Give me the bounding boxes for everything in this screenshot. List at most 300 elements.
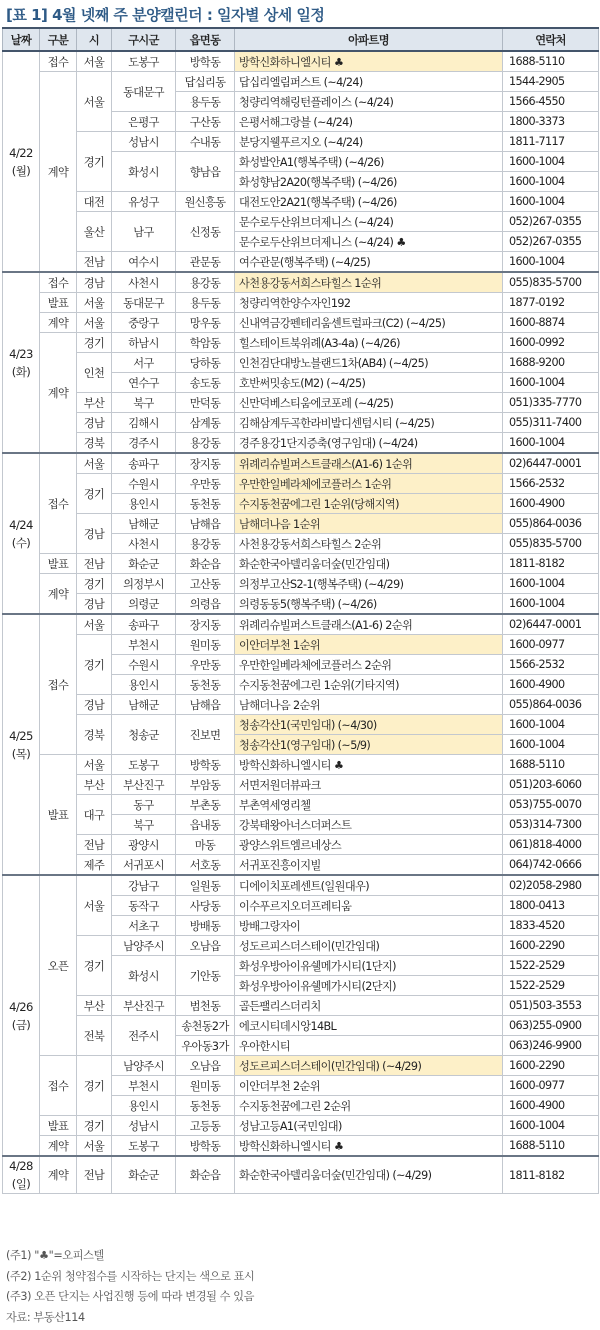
district-cell: 부산진구 <box>112 996 176 1016</box>
type-cell: 계약 <box>40 574 77 615</box>
city-cell: 서울 <box>77 453 112 474</box>
district-cell: 화순군 <box>112 1156 176 1194</box>
district-cell: 의정부시 <box>112 574 176 594</box>
city-cell: 경남 <box>77 272 112 293</box>
apartment-cell: 남해더나음 1순위 <box>235 514 503 534</box>
table-row <box>3 393 599 413</box>
table-row <box>3 996 599 1016</box>
contact-cell: 02)2058-2980 <box>503 875 599 896</box>
district-cell: 동대문구 <box>112 72 176 112</box>
contact-cell: 1688-5110 <box>503 755 599 775</box>
header-city: 시 <box>77 28 112 51</box>
town-cell: 오남읍 <box>176 936 235 956</box>
district-cell: 은평구 <box>112 112 176 132</box>
table-row <box>3 1116 599 1136</box>
city-cell: 부산 <box>77 393 112 413</box>
contact-cell: 1600-1004 <box>503 594 599 615</box>
header-town: 읍면동 <box>176 28 235 51</box>
city-cell: 서울 <box>77 72 112 132</box>
town-cell: 송천동2가 <box>176 1016 235 1036</box>
city-cell: 울산 <box>77 212 112 252</box>
apartment-cell: 화성우방아이유쉘메가시티(2단지) <box>235 976 503 996</box>
district-cell: 사천시 <box>112 272 176 293</box>
town-cell: 향남읍 <box>176 152 235 192</box>
type-cell: 접수 <box>40 614 77 755</box>
table-row <box>3 795 599 815</box>
city-cell: 경남 <box>77 594 112 615</box>
type-cell: 접수 <box>40 51 77 72</box>
apartment-cell: 위례리슈빌퍼스트클래스(A1-6) 2순위 <box>235 614 503 635</box>
city-cell: 대구 <box>77 795 112 835</box>
town-cell: 우아동3가 <box>176 1036 235 1056</box>
city-cell: 경기 <box>77 936 112 996</box>
table-row <box>3 835 599 855</box>
district-cell: 부천시 <box>112 1076 176 1096</box>
district-cell: 김해시 <box>112 413 176 433</box>
contact-cell: 064)742-0666 <box>503 855 599 876</box>
source-note: 자료: 부동산114 <box>6 1310 85 1324</box>
header-apartment: 아파트명 <box>235 28 503 51</box>
city-cell: 대전 <box>77 192 112 212</box>
apartment-cell: 골든팰리스더리치 <box>235 996 503 1016</box>
apartment-cell: 에코시티데시앙14BL <box>235 1016 503 1036</box>
town-cell: 남해읍 <box>176 514 235 534</box>
city-cell: 인천 <box>77 353 112 393</box>
type-cell: 발표 <box>40 293 77 313</box>
city-cell: 경기 <box>77 635 112 695</box>
district-cell: 도봉구 <box>112 51 176 72</box>
contact-cell: 1522-2529 <box>503 976 599 996</box>
contact-cell: 1600-4900 <box>503 675 599 695</box>
contact-cell: 1800-0413 <box>503 896 599 916</box>
apartment-cell: 화순한국아델리움더숲(민간임대) (~4/29) <box>235 1156 503 1194</box>
contact-cell: 061)818-4000 <box>503 835 599 855</box>
apartment-cell: 화성향남2A20(행복주택) (~4/26) <box>235 172 503 192</box>
apartment-cell: 분당지웰푸르지오 (~4/24) <box>235 132 503 152</box>
table-row <box>3 192 599 212</box>
table-row <box>3 775 599 795</box>
town-cell: 화순읍 <box>176 554 235 574</box>
town-cell: 방학동 <box>176 755 235 775</box>
contact-cell: 02)6447-0001 <box>503 614 599 635</box>
town-cell: 우만동 <box>176 655 235 675</box>
apartment-cell: 수지동천꿈에그린 1순위(기타지역) <box>235 675 503 695</box>
town-cell: 동천동 <box>176 494 235 514</box>
type-cell: 접수 <box>40 453 77 554</box>
district-cell: 사천시 <box>112 534 176 554</box>
apartment-cell: 청량리역해링턴플레이스 (~4/24) <box>235 92 503 112</box>
town-cell: 원신흥동 <box>176 192 235 212</box>
town-cell: 수내동 <box>176 132 235 152</box>
city-cell: 부산 <box>77 775 112 795</box>
district-cell: 남양주시 <box>112 1056 176 1076</box>
contact-cell: 1688-5110 <box>503 1136 599 1157</box>
apartment-cell: 성남고등A1(국민임대) <box>235 1116 503 1136</box>
table-title: [표 1] 4월 넷째 주 분양캘린더 : 일자별 상세 일정 <box>6 6 325 24</box>
table-row <box>3 293 599 313</box>
table-row <box>3 132 599 152</box>
contact-cell: 1566-2532 <box>503 655 599 675</box>
city-cell: 경북 <box>77 715 112 755</box>
apartment-cell: 방배그랑자이 <box>235 916 503 936</box>
contact-cell: 1811-8182 <box>503 554 599 574</box>
city-cell: 경북 <box>77 433 112 454</box>
table-row <box>3 936 599 956</box>
town-cell: 방배동 <box>176 916 235 936</box>
town-cell: 우만동 <box>176 474 235 494</box>
district-cell: 부산진구 <box>112 775 176 795</box>
table-row <box>3 514 599 534</box>
apartment-cell: 수지동천꿈에그린 2순위 <box>235 1096 503 1116</box>
town-cell: 관문동 <box>176 252 235 273</box>
apartment-cell: 사천용강동서희스타힐스 2순위 <box>235 534 503 554</box>
contact-cell: 1600-4900 <box>503 494 599 514</box>
contact-cell: 055)835-5700 <box>503 534 599 554</box>
contact-cell: 1600-2290 <box>503 1056 599 1076</box>
district-cell: 화성시 <box>112 956 176 996</box>
table-row <box>3 715 599 735</box>
contact-cell: 055)311-7400 <box>503 413 599 433</box>
type-cell: 계약 <box>40 1136 77 1157</box>
header-row <box>3 28 599 51</box>
apartment-cell: 서귀포진흥이지빌 <box>235 855 503 876</box>
district-cell: 경주시 <box>112 433 176 454</box>
district-cell: 성남시 <box>112 1116 176 1136</box>
apartment-cell: 문수로두산위브더제니스 (~4/24) <box>235 212 503 232</box>
table-row <box>3 252 599 273</box>
town-cell: 용두동 <box>176 293 235 313</box>
contact-cell: 063)246-9900 <box>503 1036 599 1056</box>
table-row <box>3 212 599 232</box>
type-cell: 오픈 <box>40 875 77 1056</box>
contact-cell: 1688-5110 <box>503 51 599 72</box>
contact-cell: 1544-2905 <box>503 72 599 92</box>
district-cell: 남양주시 <box>112 936 176 956</box>
date-cell: 4/25 (목) <box>3 614 40 875</box>
header-district: 구시군 <box>112 28 176 51</box>
table-row <box>3 1156 599 1194</box>
town-cell: 방학동 <box>176 1136 235 1157</box>
type-cell: 발표 <box>40 755 77 876</box>
apartment-cell: 김해삼계두곡한라비발디센텀시티 (~4/25) <box>235 413 503 433</box>
city-cell: 전북 <box>77 1016 112 1056</box>
district-cell: 동대문구 <box>112 293 176 313</box>
town-cell: 장지동 <box>176 614 235 635</box>
city-cell: 전남 <box>77 1156 112 1194</box>
date-cell: 4/24 (수) <box>3 453 40 614</box>
town-cell: 부암동 <box>176 775 235 795</box>
apartment-cell: 신만덕베스티움에코포레 (~4/25) <box>235 393 503 413</box>
contact-cell: 1800-3373 <box>503 112 599 132</box>
city-cell: 경남 <box>77 695 112 715</box>
apartment-cell: 서면저원더뷰파크 <box>235 775 503 795</box>
city-cell: 부산 <box>77 996 112 1016</box>
town-cell: 동천동 <box>176 675 235 695</box>
district-cell: 수원시 <box>112 474 176 494</box>
district-cell: 도봉구 <box>112 755 176 775</box>
district-cell: 화성시 <box>112 152 176 192</box>
contact-cell: 1600-1004 <box>503 1116 599 1136</box>
apartment-cell: 청송각산1(영구임대) (~5/9) <box>235 735 503 755</box>
table-row <box>3 313 599 333</box>
district-cell: 전주시 <box>112 1016 176 1056</box>
table-row <box>3 453 599 474</box>
contact-cell: 052)267-0355 <box>503 232 599 252</box>
type-cell: 계약 <box>40 313 77 333</box>
city-cell: 전남 <box>77 252 112 273</box>
town-cell: 읍내동 <box>176 815 235 835</box>
city-cell: 서울 <box>77 875 112 936</box>
type-cell: 계약 <box>40 72 77 273</box>
town-cell: 용강동 <box>176 534 235 554</box>
date-cell: 4/23 (화) <box>3 272 40 453</box>
header-date: 날짜 <box>3 28 40 51</box>
district-cell: 남구 <box>112 212 176 252</box>
district-cell: 남해군 <box>112 514 176 534</box>
district-cell: 강남구 <box>112 875 176 896</box>
district-cell: 북구 <box>112 393 176 413</box>
apartment-cell: 성도르피스더스테이(민간임대) <box>235 936 503 956</box>
town-cell: 송도동 <box>176 373 235 393</box>
contact-cell: 1600-1004 <box>503 152 599 172</box>
town-cell: 답십리동 <box>176 72 235 92</box>
contact-cell: 1600-1004 <box>503 735 599 755</box>
table-row <box>3 51 599 72</box>
district-cell: 남해군 <box>112 695 176 715</box>
district-cell: 하남시 <box>112 333 176 353</box>
city-cell: 경남 <box>77 514 112 554</box>
apartment-cell: 호반써밋송도(M2) (~4/25) <box>235 373 503 393</box>
town-cell: 기안동 <box>176 956 235 996</box>
apartment-cell: 화성우방아이유쉘메가시티(1단지) <box>235 956 503 976</box>
district-cell: 의령군 <box>112 594 176 615</box>
contact-cell: 1522-2529 <box>503 956 599 976</box>
contact-cell: 1600-0992 <box>503 333 599 353</box>
table-row <box>3 695 599 715</box>
city-cell: 서울 <box>77 293 112 313</box>
city-cell: 경남 <box>77 413 112 433</box>
apartment-cell: 수지동천꿈에그린 1순위(당해지역) <box>235 494 503 514</box>
date-cell: 4/28 (일) <box>3 1156 40 1194</box>
district-cell: 여수시 <box>112 252 176 273</box>
district-cell: 유성구 <box>112 192 176 212</box>
apartment-cell: 은평서해그랑블 (~4/24) <box>235 112 503 132</box>
footnotes <box>6 1246 254 1328</box>
town-cell: 용두동 <box>176 92 235 112</box>
district-cell: 부천시 <box>112 635 176 655</box>
date-cell: 4/26 (금) <box>3 875 40 1156</box>
district-cell: 용인시 <box>112 1096 176 1116</box>
district-cell: 서구 <box>112 353 176 373</box>
contact-cell: 053)755-0070 <box>503 795 599 815</box>
town-cell: 일원동 <box>176 875 235 896</box>
apartment-cell: 우아한시티 <box>235 1036 503 1056</box>
contact-cell: 1600-2290 <box>503 936 599 956</box>
town-cell: 학암동 <box>176 333 235 353</box>
apartment-cell: 성도르피스더스테이(민간임대) (~4/29) <box>235 1056 503 1076</box>
apartment-cell: 사천용강동서희스타힐스 1순위 <box>235 272 503 293</box>
district-cell: 성남시 <box>112 132 176 152</box>
table-row <box>3 855 599 876</box>
district-cell: 송파구 <box>112 453 176 474</box>
city-cell: 경기 <box>77 1116 112 1136</box>
apartment-cell: 힐스테이트북위례(A3-4a) (~4/26) <box>235 333 503 353</box>
contact-cell: 1600-0977 <box>503 635 599 655</box>
town-cell: 고등동 <box>176 1116 235 1136</box>
district-cell: 송파구 <box>112 614 176 635</box>
district-cell: 동구 <box>112 795 176 815</box>
table-row <box>3 333 599 353</box>
town-cell: 동천동 <box>176 1096 235 1116</box>
table-row <box>3 433 599 454</box>
town-cell: 서호동 <box>176 855 235 876</box>
type-cell: 접수 <box>40 1056 77 1116</box>
table-row <box>3 635 599 655</box>
table-row <box>3 755 599 775</box>
contact-cell: 051)335-7770 <box>503 393 599 413</box>
table-row <box>3 413 599 433</box>
contact-cell: 1566-2532 <box>503 474 599 494</box>
town-cell: 원미동 <box>176 1076 235 1096</box>
town-cell: 구산동 <box>176 112 235 132</box>
type-cell: 발표 <box>40 1116 77 1136</box>
district-cell: 용인시 <box>112 675 176 695</box>
town-cell: 범천동 <box>176 996 235 1016</box>
contact-cell: 1600-1004 <box>503 172 599 192</box>
town-cell: 사당동 <box>176 896 235 916</box>
town-cell: 고산동 <box>176 574 235 594</box>
town-cell: 당하동 <box>176 353 235 373</box>
apartment-cell: 답십리엘림퍼스트 (~4/24) <box>235 72 503 92</box>
district-cell: 동작구 <box>112 896 176 916</box>
district-cell: 광양시 <box>112 835 176 855</box>
city-cell: 제주 <box>77 855 112 876</box>
contact-cell: 052)267-0355 <box>503 212 599 232</box>
contact-cell: 1600-1004 <box>503 574 599 594</box>
town-cell: 삼계동 <box>176 413 235 433</box>
apartment-cell: 강북태왕아너스더퍼스트 <box>235 815 503 835</box>
town-cell: 용강동 <box>176 272 235 293</box>
apartment-cell: 이수푸르지오더프레티움 <box>235 896 503 916</box>
district-cell: 용인시 <box>112 494 176 514</box>
town-cell: 망우동 <box>176 313 235 333</box>
apartment-cell: 이안더부천 2순위 <box>235 1076 503 1096</box>
district-cell: 서초구 <box>112 916 176 936</box>
district-cell: 북구 <box>112 815 176 835</box>
apartment-cell: 의정부고산S2-1(행복주택) (~4/29) <box>235 574 503 594</box>
contact-cell: 1600-1004 <box>503 373 599 393</box>
table-row <box>3 474 599 494</box>
town-cell: 진보면 <box>176 715 235 755</box>
apartment-cell: 인천검단대방노블랜드1차(AB4) (~4/25) <box>235 353 503 373</box>
contact-cell: 1600-1004 <box>503 252 599 273</box>
table-row <box>3 574 599 594</box>
type-cell: 계약 <box>40 333 77 454</box>
district-cell: 청송군 <box>112 715 176 755</box>
apartment-cell: 화성발안A1(행복주택) (~4/26) <box>235 152 503 172</box>
district-cell: 수원시 <box>112 655 176 675</box>
contact-cell: 051)503-3553 <box>503 996 599 1016</box>
footnote: (주1) "♣"=오피스텔 <box>6 1249 104 1262</box>
contact-cell: 055)835-5700 <box>503 272 599 293</box>
apartment-cell: 청송각산1(국민임대) (~4/30) <box>235 715 503 735</box>
town-cell: 화순읍 <box>176 1156 235 1194</box>
city-cell: 경기 <box>77 574 112 594</box>
table-row <box>3 875 599 896</box>
city-cell: 서울 <box>77 51 112 72</box>
apartment-cell: 신내역금강펜테리움센트럴파크(C2) (~4/25) <box>235 313 503 333</box>
contact-cell: 1833-4520 <box>503 916 599 936</box>
contact-cell: 1600-1004 <box>503 715 599 735</box>
town-cell: 원미동 <box>176 635 235 655</box>
type-cell: 접수 <box>40 272 77 293</box>
district-cell: 서귀포시 <box>112 855 176 876</box>
contact-cell: 063)255-0900 <box>503 1016 599 1036</box>
apartment-cell: 방학신화하니엘시티 ♣ <box>235 1136 503 1157</box>
apartment-cell: 광양스위트엠르네상스 <box>235 835 503 855</box>
footnote: (주2) 1순위 청약접수를 시작하는 단지는 색으로 표시 <box>6 1269 255 1283</box>
apartment-cell: 문수로두산위브더제니스 (~4/24) ♣ <box>235 232 503 252</box>
table-row <box>3 554 599 574</box>
town-cell: 장지동 <box>176 453 235 474</box>
apartment-cell: 방학신화하니엘시티 ♣ <box>235 51 503 72</box>
apartment-cell: 부촌역세영리첼 <box>235 795 503 815</box>
apartment-cell: 의령동동5(행복주택) (~4/26) <box>235 594 503 615</box>
town-cell: 만덕동 <box>176 393 235 413</box>
contact-cell: 1811-7117 <box>503 132 599 152</box>
apartment-cell: 우만한일베라체에코플러스 2순위 <box>235 655 503 675</box>
contact-cell: 1600-4900 <box>503 1096 599 1116</box>
city-cell: 경기 <box>77 1056 112 1116</box>
contact-cell: 1566-4550 <box>503 92 599 112</box>
contact-cell: 1688-9200 <box>503 353 599 373</box>
type-cell: 계약 <box>40 1156 77 1194</box>
apartment-cell: 경주용강1단지증축(영구임대) (~4/24) <box>235 433 503 454</box>
apartment-cell: 방학신화하니엘시티 ♣ <box>235 755 503 775</box>
apartment-cell: 디에이치포레센트(일원대우) <box>235 875 503 896</box>
apartment-cell: 청량리역한양수자인192 <box>235 293 503 313</box>
table-row <box>3 272 599 293</box>
town-cell: 남해읍 <box>176 695 235 715</box>
apartment-cell: 이안더부천 1순위 <box>235 635 503 655</box>
town-cell: 의령읍 <box>176 594 235 615</box>
apartment-cell: 대전도안2A21(행복주택) (~4/26) <box>235 192 503 212</box>
town-cell: 마동 <box>176 835 235 855</box>
apartment-cell: 남해더나음 2순위 <box>235 695 503 715</box>
table-row <box>3 1016 599 1036</box>
header-contact: 연락처 <box>503 28 599 51</box>
city-cell: 서울 <box>77 313 112 333</box>
contact-cell: 1877-0192 <box>503 293 599 313</box>
city-cell: 경기 <box>77 132 112 192</box>
city-cell: 경기 <box>77 474 112 514</box>
schedule-table <box>2 27 599 1194</box>
table-row <box>3 353 599 373</box>
town-cell: 신정동 <box>176 212 235 252</box>
contact-cell: 02)6447-0001 <box>503 453 599 474</box>
city-cell: 서울 <box>77 614 112 635</box>
apartment-cell: 여수관문(행복주택) (~4/25) <box>235 252 503 273</box>
table-row <box>3 614 599 635</box>
table-row <box>3 72 599 92</box>
city-cell: 서울 <box>77 1136 112 1157</box>
type-cell: 발표 <box>40 554 77 574</box>
header-type: 구분 <box>40 28 77 51</box>
city-cell: 서울 <box>77 755 112 775</box>
town-cell: 방학동 <box>176 51 235 72</box>
town-cell: 용강동 <box>176 433 235 454</box>
contact-cell: 1600-1004 <box>503 192 599 212</box>
